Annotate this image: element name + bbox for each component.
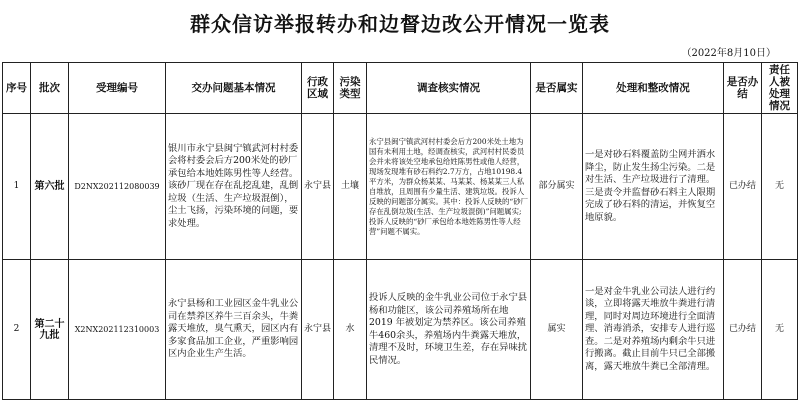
petition-table bbox=[2, 62, 798, 400]
row-accountability: 无 bbox=[762, 260, 798, 400]
row-issue: 银川市永宁县闽宁镇武河村村委会将村委会后方200米处的砂厂承包给本地姓陈男性等人经营。该砂厂现在存在乱挖乱建，乱倒垃圾（生活、生产垃圾混倒），尘土飞扬，污染环境的问题，要求处理。 bbox=[166, 114, 302, 260]
row-pollution: 水 bbox=[334, 260, 367, 400]
row-pollution: 土壤 bbox=[334, 114, 367, 260]
header-handling: 处理和整改情况 bbox=[583, 63, 724, 114]
header-findings: 调查核实情况 bbox=[367, 63, 531, 114]
table-header-row bbox=[3, 63, 798, 114]
header-code: 受理编号 bbox=[69, 63, 166, 114]
header-accountability: 责任人被处理情况 bbox=[762, 63, 798, 114]
row-seq: 2 bbox=[3, 260, 31, 400]
row-findings: 永宁县闽宁镇武河村村委会后方200米处土地为国有未利用土地，经调查核实，武河村村民委员会并未将该处空地承包给姓陈男性或他人经营，现场发现堆有砂石料约2.7万方，占地10198.4平方米，为群众杨某某、马某某、杨某某三人私自堆放，且周围有少量生活、建筑垃圾。投诉人反映的问题部分属实。其中：投诉人反映的“砂厂存在乱倒垃圾(生活、生产垃圾混倒)”问题属实;投诉人反映的“砂厂承包给本地姓陈男性等人经营”问题不属实。 bbox=[367, 114, 531, 260]
header-seq: 序号 bbox=[3, 63, 31, 114]
row-closed: 已办结 bbox=[724, 260, 762, 400]
row-closed: 已办结 bbox=[724, 114, 762, 260]
row-batch: 第六批 bbox=[31, 114, 69, 260]
row-code: X2NX202112310003 bbox=[69, 260, 166, 400]
table-row bbox=[3, 114, 798, 260]
row-batch: 第二十九批 bbox=[31, 260, 69, 400]
row-seq: 1 bbox=[3, 114, 31, 260]
page-title: 群众信访举报转办和边督边改公开情况一览表 bbox=[190, 12, 610, 36]
row-handling: 一是对砂石料覆盖防尘网并洒水降尘，防止发生扬尘污染。二是对生活、生产垃圾进行了清理。三是责令并监督砂石料主人限期完成了砂石料的清运，并恢复空地原貌。 bbox=[583, 114, 724, 260]
row-code: D2NX202112080039 bbox=[69, 114, 166, 260]
row-verified: 部分属实 bbox=[531, 114, 583, 260]
header-verified: 是否属实 bbox=[531, 63, 583, 114]
report-date: （2022年8月10日） bbox=[681, 48, 776, 59]
row-verified: 属实 bbox=[531, 260, 583, 400]
header-pollution: 污染类型 bbox=[334, 63, 367, 114]
header-region: 行政区域 bbox=[302, 63, 334, 114]
row-accountability: 无 bbox=[762, 114, 798, 260]
header-closed: 是否办结 bbox=[724, 63, 762, 114]
row-handling: 一是对金牛乳业公司法人进行约谈，立即将露天堆放牛粪进行清理，同时对周边环境进行全面清理、消毒消杀，安排专人进行巡查。二是对养殖场内剩余牛只进行搬离。截止目前牛只已全部搬离，露天堆放牛粪已全部清理。 bbox=[583, 260, 724, 400]
row-issue: 永宁县杨和工业园区金牛乳业公司在禁养区养牛三百余头，牛粪露天堆放，臭气熏天，园区内有多家食品加工企业，严重影响园区内企业生产生活。 bbox=[166, 260, 302, 400]
row-findings: 投诉人反映的金牛乳业公司位于永宁县杨和功能区，该公司养殖场所在地 2019 年被划定为禁养区。该公司养殖牛460余头，养殖场内牛粪露天堆放，清理不及时，环境卫生差，存在异味扰民情况。 bbox=[367, 260, 531, 400]
header-issue: 交办问题基本情况 bbox=[166, 63, 302, 114]
row-region: 永宁县 bbox=[302, 114, 334, 260]
header-batch: 批次 bbox=[31, 63, 69, 114]
table-row bbox=[3, 260, 798, 400]
row-region: 永宁县 bbox=[302, 260, 334, 400]
